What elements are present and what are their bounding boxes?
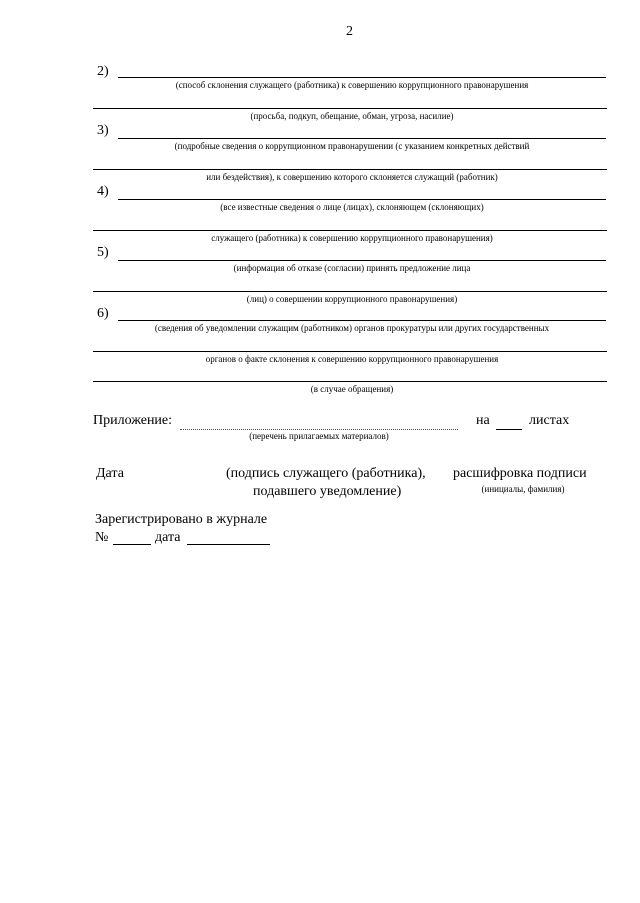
item-6-number: 6) [97,306,109,321]
item-3-hint-2: или бездействия), к совершению которого склоняется служащий (работник) [206,172,498,182]
item-3-field-line[interactable] [118,138,606,139]
registration-number-field[interactable] [113,544,151,545]
item-2-hint-1: (способ склонения служащего (работника) к совершению коррупционного правонарушения [175,80,529,90]
item-3-field-line-2[interactable] [93,169,607,170]
item-6-field-line-3[interactable] [93,381,607,382]
item-6-hint-3: (в случае обращения) [310,384,394,394]
attachment-hint: (перечень прилагаемых материалов) [249,431,389,441]
item-2-number: 2) [97,64,109,79]
registration-date-label: дата [155,530,181,545]
date-label: Дата [96,466,124,481]
item-3-number: 3) [97,123,109,138]
attachment-sheets-count-field[interactable] [496,429,522,430]
item-4-hint-1: (все известные сведения о лице (лицах), склоняющем (склоняющих) [220,202,484,212]
item-5-number: 5) [97,245,109,260]
item-6-hint-1: (сведения об уведомлении служащим (работником) органов прокуратуры или других государственных [154,323,550,333]
item-3-hint-1: (подробные сведения о коррупционном правонарушении (с указанием конкретных действий [174,141,530,151]
item-4-number: 4) [97,184,109,199]
item-6-field-line[interactable] [118,320,606,321]
item-6-field-line-2[interactable] [93,351,607,352]
item-2-field-line-2[interactable] [93,108,607,109]
page-number: 2 [346,24,353,39]
item-4-field-line[interactable] [118,199,606,200]
item-2-hint-2: (просьба, подкуп, обещание, обман, угроза, насилие) [250,111,454,121]
item-5-hint-2: (лиц) о совершении коррупционного правонарушения) [246,294,458,304]
item-6-hint-2: органов о факте склонения к совершению коррупционного правонарушения [205,354,499,364]
attachment-on-label: на [476,413,490,428]
item-2-field-line[interactable] [118,77,606,78]
registration-number-sign: № [95,530,109,545]
signature-decoding-label: расшифровка подписи [453,466,587,481]
item-5-field-line-2[interactable] [93,291,607,292]
signature-hint-line-1: (подпись служащего (работника), [226,466,426,481]
attachment-label: Приложение: [93,413,173,428]
signature-decoding-hint: (инициалы, фамилия) [481,484,565,494]
attachment-sheets-label: листах [529,413,570,428]
attachment-field-line[interactable] [180,429,458,430]
item-4-field-line-2[interactable] [93,230,607,231]
item-5-hint-1: (информация об отказе (согласии) принять предложение лица [233,263,471,273]
item-4-hint-2: служащего (работника) к совершению коррупционного правонарушения) [211,233,493,243]
item-5-field-line[interactable] [118,260,606,261]
signature-hint-line-2: подавшего уведомление) [253,484,402,499]
registration-title: Зарегистрировано в журнале [95,512,268,527]
registration-date-field[interactable] [187,544,270,545]
